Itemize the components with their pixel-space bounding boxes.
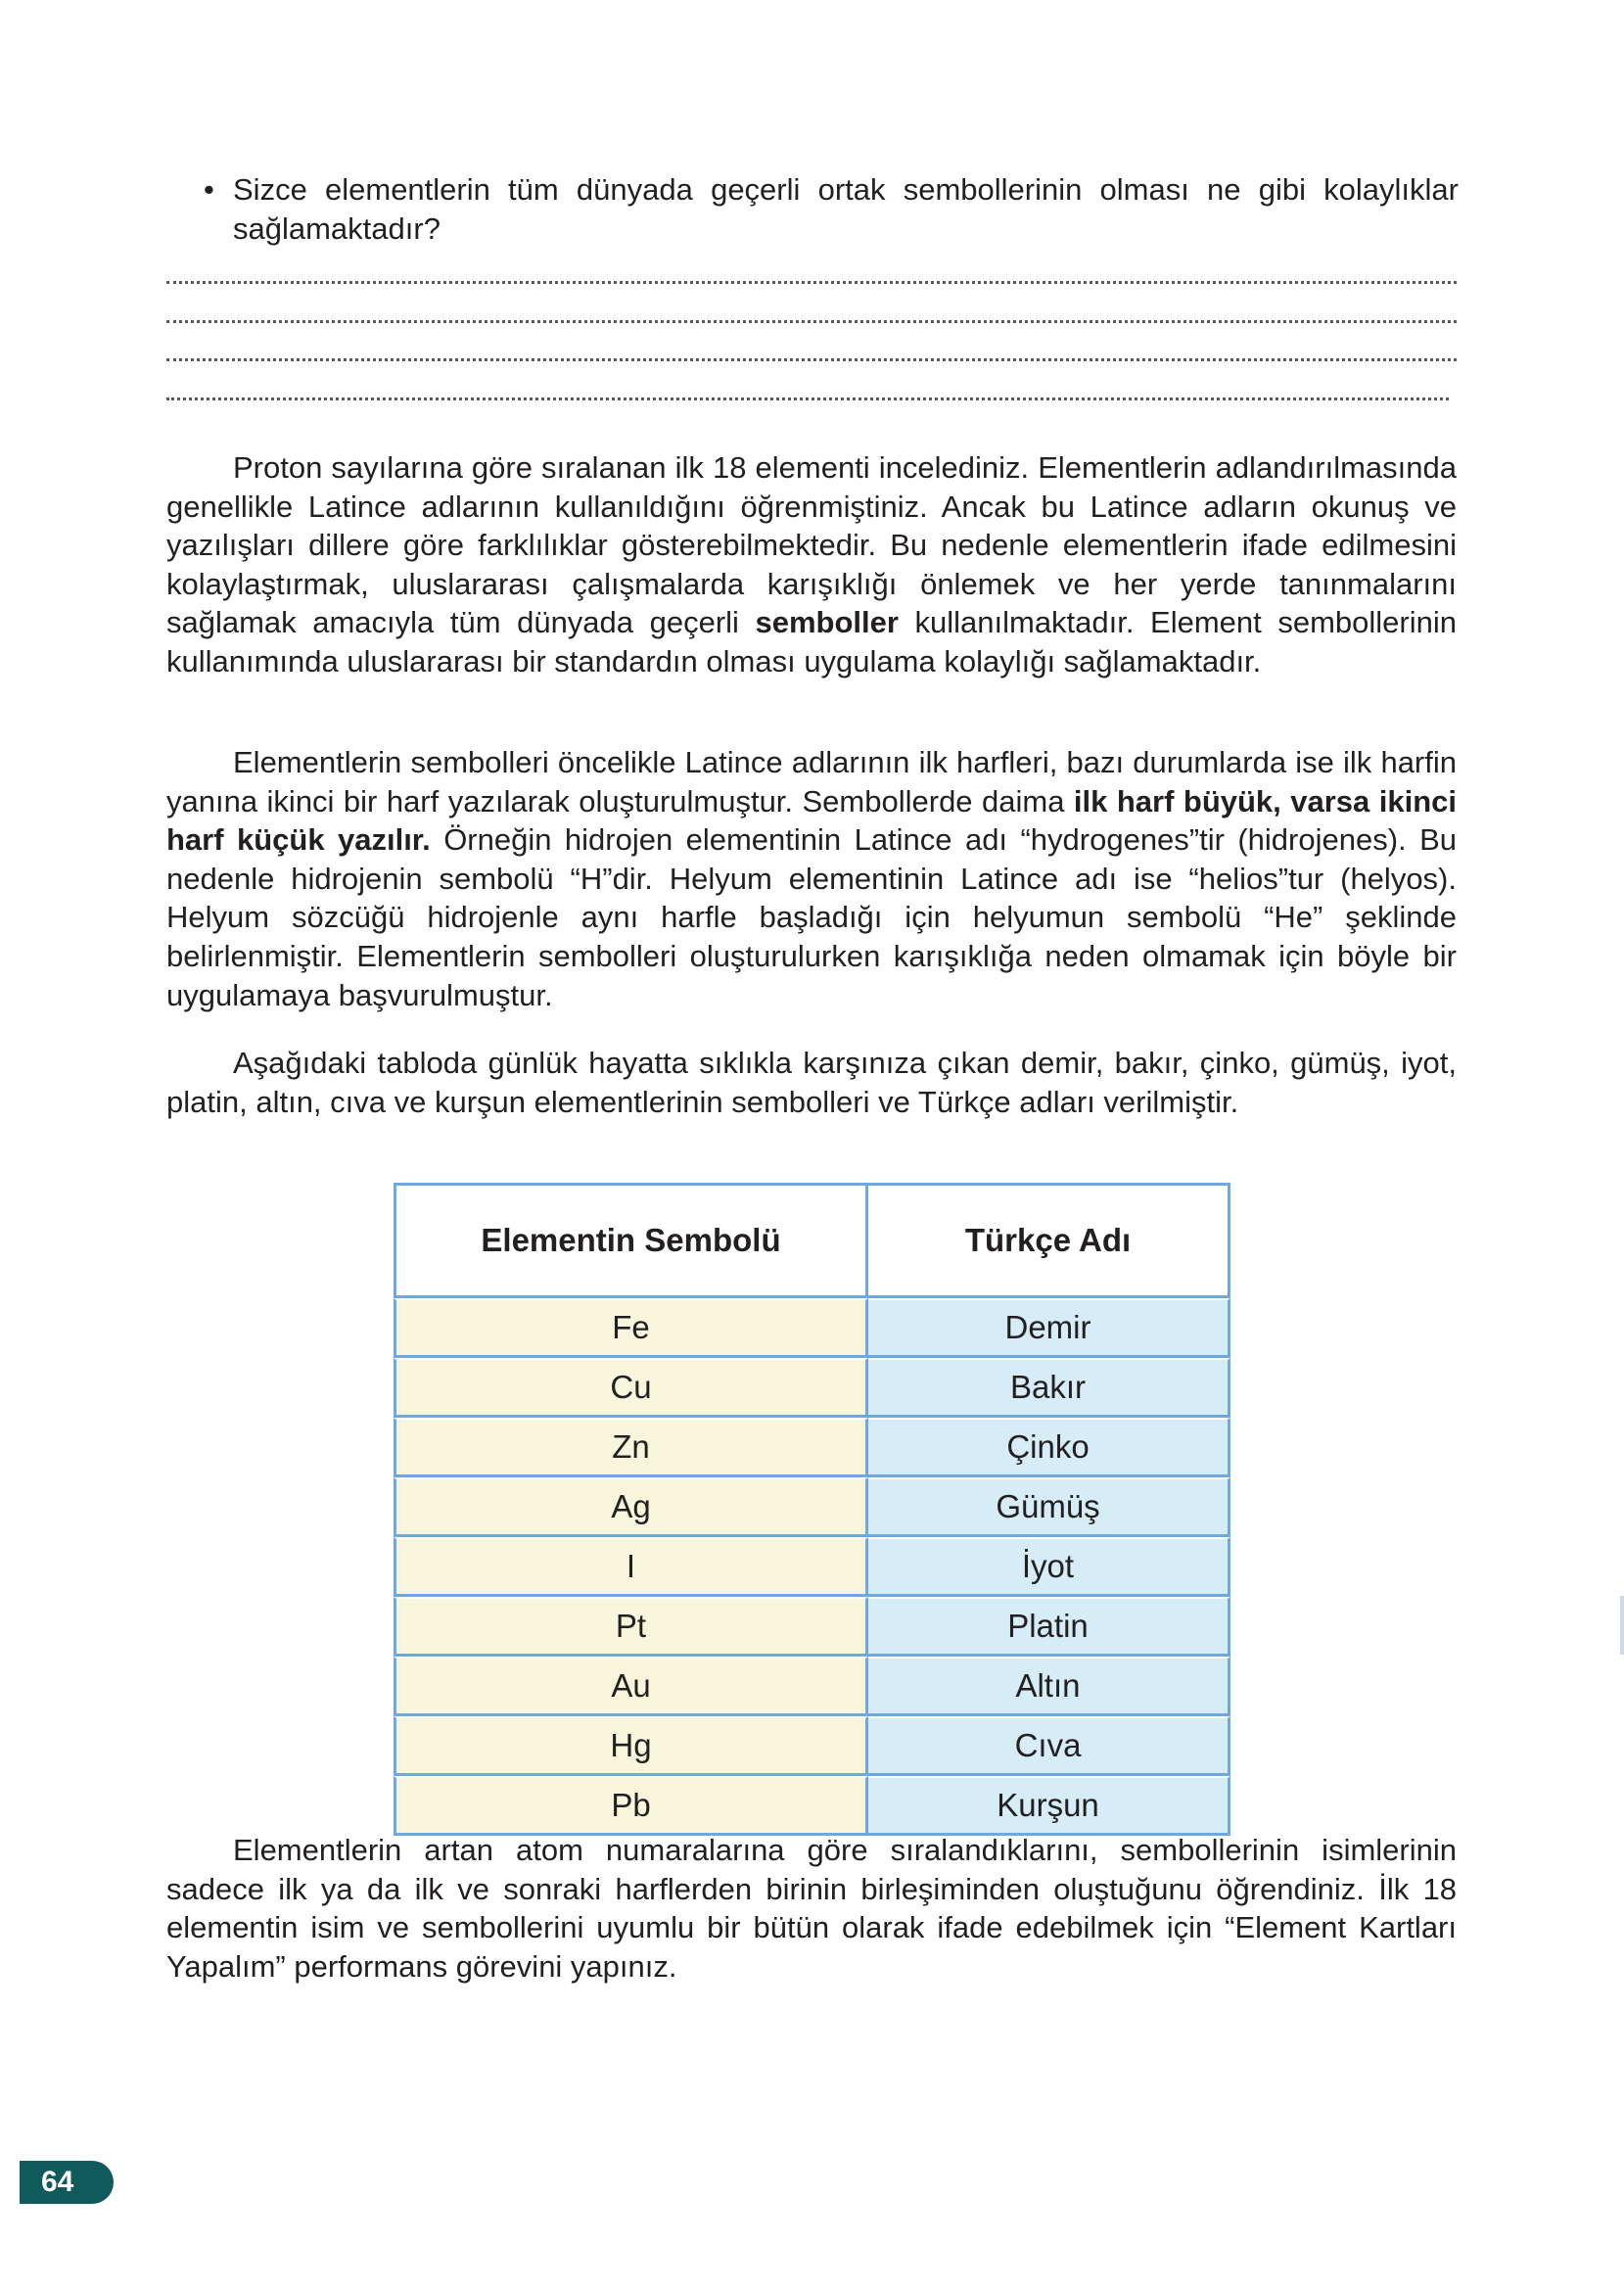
- table-header-row: [394, 1183, 1230, 1298]
- name-cell: Çinko: [868, 1418, 1230, 1477]
- table-row: [394, 1477, 1230, 1537]
- header-symbol: Elementin Sembolü: [394, 1183, 868, 1298]
- name-cell: Platin: [868, 1597, 1230, 1657]
- paragraph-performance-task: Elementlerin artan atom numaralarına göre sıralandıklarını, sembollerinin isimlerinin sadece ilk ya da ilk ve sonraki harflerden birinin birleşiminden oluştuğunu öğrendiniz. İlk 18 elementin isim ve sembollerini uyumlu bir bütün olarak ifade edebilmek için “Element Kartları Yapalım” performans görevini yapınız.: [166, 1833, 1457, 1984]
- bullet-point: •: [204, 172, 214, 207]
- symbol-cell: Ag: [394, 1477, 868, 1537]
- header-turkish-name: Türkçe Adı: [868, 1183, 1230, 1298]
- table-row: [394, 1657, 1230, 1716]
- paragraph-text: Proton sayılarına göre sıralanan ilk 18 elementi incelediniz. Elementlerin adlandırılmasında genellikle Latince adlarının kullanıldığını öğrenmiştiniz. Ancak bu Latince adların okunuş ve yazılışları dillere göre farklılıklar gösterebilmektedir. Bu nedenle elementlerin ifade edilmesini kolaylaştırmak, uluslararası çalışmalarda karışıklığı önlemek ve her yerde tanınmalarını sağlamak amacıyla tüm dünyada geçerli: [166, 450, 1457, 640]
- symbol-cell: Pt: [394, 1597, 868, 1657]
- edge-mark: [1620, 1596, 1624, 1655]
- answer-line-1[interactable]: [166, 279, 1457, 284]
- paragraph-symbols-intro: [166, 448, 1457, 681]
- paragraph-text: Elementlerin sembolleri öncelikle Latince adlarının ilk harfleri, bazı durumlarda ise ilk harfin yanına ikinci bir harf yazılarak oluşturulmuştur. Sembollerde daima: [166, 745, 1457, 818]
- page-number-badge: 64: [20, 2161, 114, 2204]
- name-cell: Cıva: [868, 1716, 1230, 1776]
- table-row: [394, 1716, 1230, 1776]
- table-row: [394, 1537, 1230, 1597]
- discussion-question: [204, 170, 1459, 249]
- paragraph-table-intro: Aşağıdaki tabloda günlük hayatta sıklıkla karşınıza çıkan demir, bakır, çinko, gümüş, iyot, platin, altın, cıva ve kurşun elementlerinin sembolleri ve Türkçe adları verilmiştir.: [166, 1046, 1457, 1119]
- name-cell: Kurşun: [868, 1776, 1230, 1836]
- symbol-cell: Cu: [394, 1358, 868, 1418]
- name-cell: Bakır: [868, 1358, 1230, 1418]
- symbol-cell: Hg: [394, 1716, 868, 1776]
- symbol-cell: Au: [394, 1657, 868, 1716]
- element-symbols-table: [394, 1183, 1230, 1836]
- symbol-cell: Zn: [394, 1418, 868, 1477]
- table-row: [394, 1776, 1230, 1836]
- answer-line-2[interactable]: [166, 318, 1457, 323]
- table-row: [394, 1298, 1230, 1358]
- name-cell: Altın: [868, 1657, 1230, 1716]
- symbol-cell: Fe: [394, 1298, 868, 1358]
- answer-line-4[interactable]: [166, 396, 1449, 400]
- answer-line-3[interactable]: [166, 356, 1457, 361]
- paragraph-text: Örneğin hidrojen elementinin Latince adı “hydrogenes”tir (hidrojenes). Bu nedenle hidrojenin sembolü “H”dir. Helyum elementinin Latince adı ise “helios”tur (helyos). Helyum sözcüğü hidrojenle aynı harfle başladığı için helyumun sembolü “He” şeklinde belirlenmiştir. Elementlerin sembolleri oluşturulurken karışıklığa neden olmamak için böyle bir uygulamaya başvurulmuştur.: [166, 822, 1457, 1012]
- table-row: [394, 1597, 1230, 1657]
- name-cell: İyot: [868, 1537, 1230, 1597]
- table-row: [394, 1418, 1230, 1477]
- bold-term: semboller: [755, 605, 899, 640]
- symbol-cell: I: [394, 1537, 868, 1597]
- paragraph-text: kullanılmaktadır. Element sembollerinin kullanımında uluslararası bir standardın olması uygulama kolaylığı sağlamaktadır.: [166, 605, 1457, 678]
- paragraph-symbol-rules: [166, 743, 1457, 1014]
- bold-rule: ilk harf büyük, varsa ikinci harf küçük yazılır.: [166, 783, 1457, 858]
- symbol-cell: Pb: [394, 1776, 868, 1836]
- name-cell: Gümüş: [868, 1477, 1230, 1537]
- question-text: Sizce elementlerin tüm dünyada geçerli ortak sembollerinin olması ne gibi kolaylıklar sağlamaktadır?: [233, 172, 1459, 246]
- name-cell: Demir: [868, 1298, 1230, 1358]
- table-row: [394, 1358, 1230, 1418]
